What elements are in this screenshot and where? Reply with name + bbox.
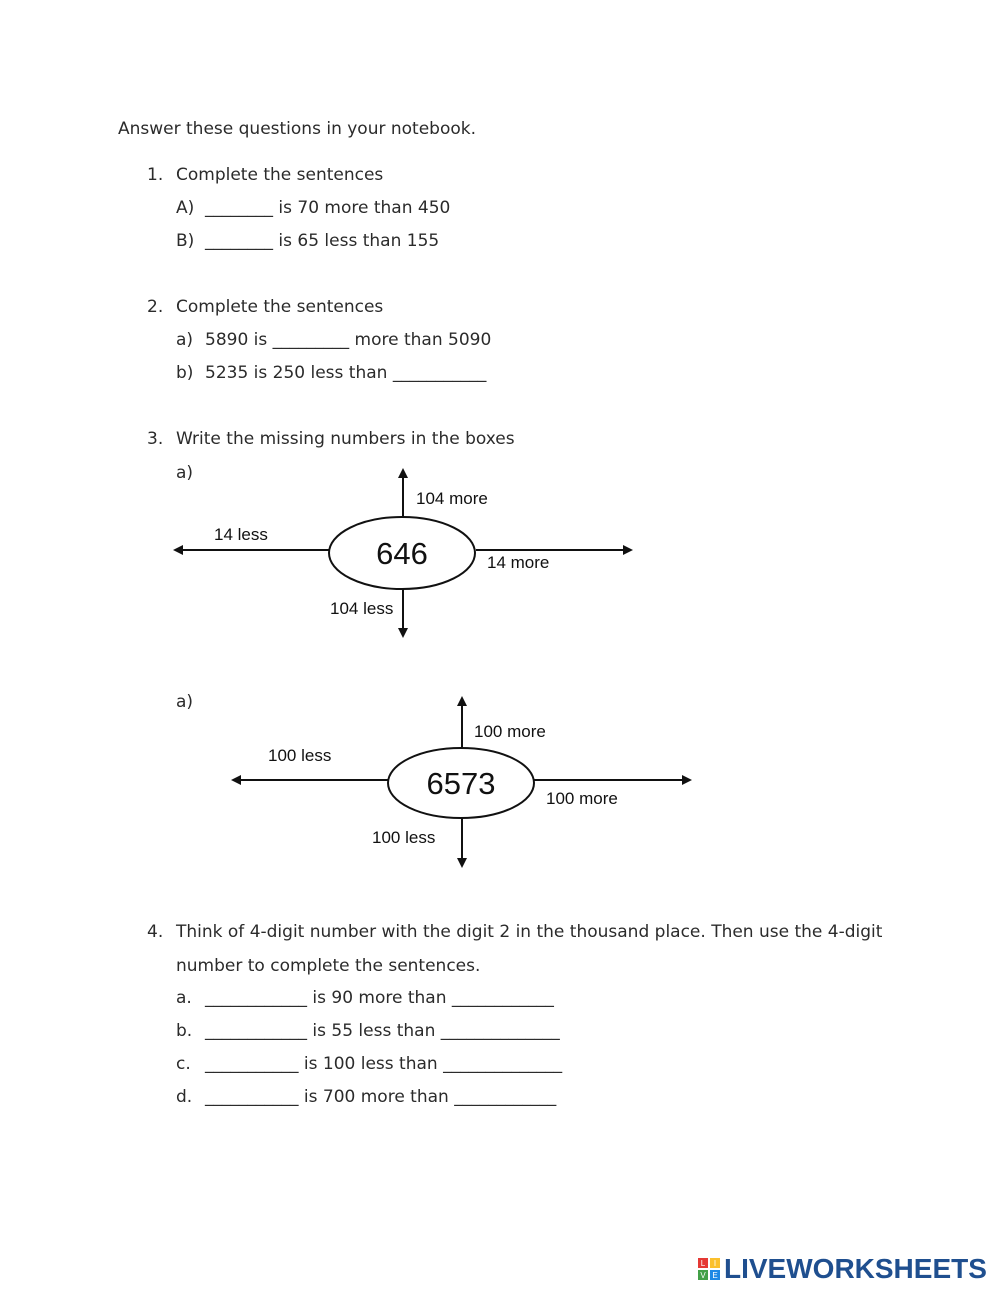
label-left: 14 less (214, 525, 268, 544)
q2-title: Complete the sentences (176, 297, 384, 317)
center-number: 646 (376, 536, 428, 571)
label-left: 100 less (268, 746, 332, 765)
label-right: 100 more (546, 789, 618, 808)
center-number: 6573 (426, 766, 496, 801)
label-up: 100 more (474, 722, 546, 741)
badge-letter: V (700, 1271, 706, 1280)
q4-item-label: d. (176, 1087, 193, 1107)
q1-title: Complete the sentences (176, 165, 384, 185)
q4-item-text: ___________ is 100 less than ______________ (205, 1054, 563, 1074)
q3-title: Write the missing numbers in the boxes (176, 429, 515, 449)
q4-item-label: a. (176, 988, 192, 1008)
q2-item-text: 5235 is 250 less than ___________ (205, 363, 487, 383)
q2-item-label: a) (176, 330, 194, 350)
badge-letter: I (713, 1259, 717, 1268)
q1-item-text: ________ is 65 less than 155 (205, 231, 440, 251)
q1-number: 1. (147, 165, 164, 185)
q3-diagram-label: a) (176, 463, 194, 483)
q4-item-text: ___________ is 700 more than ____________ (205, 1087, 557, 1107)
liveworksheets-logo[interactable]: LIVEWORKSHEETS (724, 1253, 987, 1284)
q3-diagram-label: a) (176, 692, 194, 712)
q2-number: 2. (147, 297, 164, 317)
badge-letter: L (700, 1259, 706, 1268)
badge-letter: E (712, 1271, 718, 1280)
q4-item-text: ____________ is 90 more than ____________ (205, 988, 554, 1008)
label-down: 104 less (330, 599, 394, 618)
instructions: Answer these questions in your notebook. (118, 119, 477, 139)
q3-number: 3. (147, 429, 164, 449)
q4-item-text: ____________ is 55 less than ______________ (205, 1021, 560, 1041)
label-up: 104 more (416, 489, 488, 508)
label-right: 14 more (487, 553, 550, 572)
q4-text-line2: number to complete the sentences. (176, 956, 481, 976)
q4-item-label: c. (176, 1054, 191, 1074)
q4-number: 4. (147, 922, 164, 942)
q2-item-text: 5890 is _________ more than 5090 (205, 330, 492, 350)
q1-item-label: B) (176, 231, 195, 251)
diagram-6573 (233, 698, 690, 866)
q4-item-label: b. (176, 1021, 193, 1041)
q2-item-label: b) (176, 363, 194, 383)
q4-text-line1: Think of 4-digit number with the digit 2 in the thousand place. Then use the 4-digit (176, 922, 883, 942)
label-down: 100 less (372, 828, 436, 847)
diagram-646 (175, 470, 631, 636)
liveworksheets-badge (698, 1258, 720, 1280)
q1-item-text: ________ is 70 more than 450 (205, 198, 451, 218)
q1-item-label: A) (176, 198, 195, 218)
